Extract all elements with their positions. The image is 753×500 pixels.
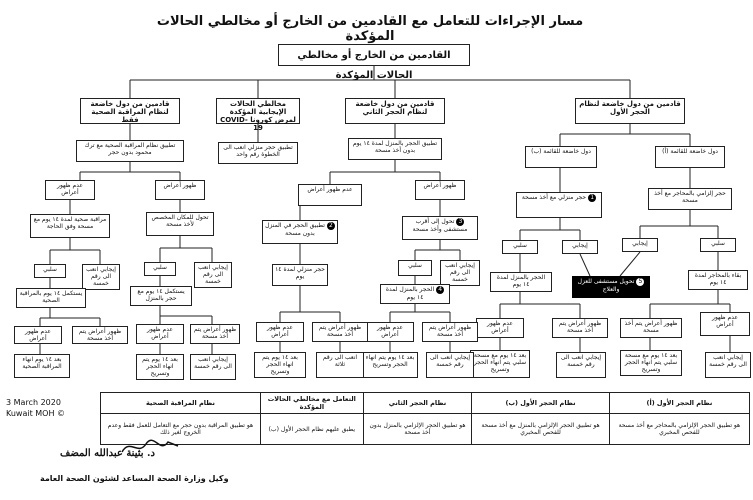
legend-h1: نظام الحجر الأول (أ) <box>609 393 749 414</box>
b4-n-continue: يستكمل ١٤ يوم بالمراقبة الصحية <box>16 288 86 308</box>
date-label: 3 March 2020 <box>6 398 61 407</box>
legend-h2: نظام الحجر الأول (ب) <box>472 393 610 414</box>
b4-head: قادمين من دول خاضعة لنظام المراقبة الصحية فقط <box>80 98 180 124</box>
b1-a-quarantine: حجر إلزامي بالمحاجر مع أخذ مسحة <box>648 188 732 210</box>
b4-s-continue: يستكمل ١٤ يوم مع حجر بالمنزل <box>130 286 192 306</box>
b3-head: مخالطي الحالات الإيجابية المؤكدة لمرض كورونا COVID-19 <box>216 98 300 124</box>
b4-n-symptoms: ظهور أعراض يتم أخذ مسحة <box>72 326 128 344</box>
b1-a-negative: سلبي <box>700 238 736 252</box>
b2-symptoms: ظهور أعراض <box>415 180 465 200</box>
legend-d4: يطبق عليهم نظام الحجر الأول (ب) <box>260 414 363 445</box>
signature-role: وكيل وزارة الصحة المساعد لشئون الصحة العامة <box>40 474 229 483</box>
b1-a-end: بعد ١٤ يوم مع مسحة سلبي يتم انهاء الحجر وتسريح <box>620 350 682 376</box>
legend-table <box>100 392 750 445</box>
b4-n-monitor: مراقبة صحية لمدة ١٤ يوم مع مسحة وفق الحاجة <box>30 214 110 238</box>
root-node: القادمين من الخارج أو مخالطي الحالات المؤكدة <box>278 44 470 66</box>
b1-a-transfer: 5تحويل مستشفى للعزل والعلاج <box>572 276 650 298</box>
b1-b-head: دول خاضعة للقائمة (ب) <box>525 146 597 168</box>
legend-d3: هو تطبيق الحجر الإلزامي بالمنزل بدون أخذ مسحة <box>363 414 472 445</box>
b4-nosymptoms: عدم ظهور أعراض <box>45 180 95 200</box>
b2-quarantine: تطبيق الحجر بالمنزل لمدة ١٤ يوم بدون أخذ مسحة <box>348 138 442 160</box>
b1-b-negative: سلبي <box>502 240 538 254</box>
b1-head: قادمين من دول خاضعة لنظام الحجر الأول <box>575 98 685 124</box>
b1-b-symptoms: ظهور أعراض يتم أخذ مسحة <box>552 318 608 338</box>
b4-symptoms: ظهور أعراض <box>155 180 205 200</box>
b2-s-refer: إيجابي انعب الى رقم خمسة <box>426 352 474 378</box>
b2-s-home: 4الحجر بالمنزل لمدة ١٤ يوم <box>380 284 450 304</box>
b4-s-negative: سلبي <box>144 262 176 276</box>
b1-b-nosymptoms: عدم ظهور أعراض <box>476 318 524 338</box>
b4-s-go: تحول للمكان المخصص لأخذ مسحة <box>146 212 214 236</box>
b4-n-end: بعد ١٤ يوم انهاء المراقبة الصحية <box>14 354 70 378</box>
b4-s-end: بعد ١٤ يوم يتم انهاء الحجر وتسريح <box>136 354 184 380</box>
b4-s-nosymptoms: عدم ظهور أعراض <box>136 324 184 344</box>
b1-b-refer: إيجابي انعب الى رقم خمسة <box>556 352 606 378</box>
legend-d1: هو تطبيق الحجر الإلزامي بالمحاجر مع أخذ مسحة للفحص المخبري <box>609 414 749 445</box>
b4-n-nosymptoms: عدم ظهور أعراض <box>14 326 62 344</box>
b4-n-positive: إيجابي انعب الى رقم خمسة <box>82 264 120 290</box>
signature-name: د. بثينة عبدالله المضف <box>60 448 155 459</box>
b1-a-refer: إيجابي انعب الى رقم خمسة <box>705 352 751 378</box>
legend-h5: نظام المراقبة الصحية <box>101 393 261 414</box>
b4-s-positive: إيجابي انعب الى رقم خمسة <box>194 262 232 288</box>
b1-b-home: الحجر بالمنزل لمدة ١٤ يوم <box>490 272 552 292</box>
b4-s-refer: إيجابي انعب الى رقم خمسة <box>190 354 236 380</box>
b2-s-nosymptoms: عدم ظهور أعراض <box>366 322 414 342</box>
copyright-label: Kuwait MOH © <box>6 409 66 418</box>
b1-a-positive: إيجابي <box>622 238 658 252</box>
b2-n-14days: حجر منزلي لمدة ١٤ يوم <box>272 264 328 286</box>
b4-monitoring: تطبيق نظام المراقبة الصحية مع ترك محمود بدون حجر <box>76 140 184 162</box>
b4-n-negative: سلبي <box>34 264 66 278</box>
b2-s-end: بعد ١٤ يوم يتم انهاء الحجر وتسريح <box>362 352 418 378</box>
legend-h3: نظام الحجر الثاني <box>363 393 472 414</box>
b2-n-symptoms: ظهور أعراض يتم أخذ مسحة <box>312 322 368 342</box>
b2-n-end: بعد ١٤ يوم يتم انهاء الحجر وتسريح <box>254 352 306 378</box>
b2-s-negative: سلبي <box>398 260 432 276</box>
b1-b-positive: إيجابي <box>562 240 598 254</box>
page-title: مسار الإجراءات للتعامل مع القادمين من الخارج أو مخالطي الحالات المؤكدة <box>156 14 584 44</box>
b2-s-symptoms: ظهور أعراض يتم أخذ مسحة <box>422 322 478 342</box>
b4-s-symptoms: ظهور أعراض يتم أخذ مسحة <box>190 324 240 344</box>
b1-b-end: بعد ١٤ يوم مع مسحة سلبي يتم انهاء الحجر وتسريح <box>470 350 530 378</box>
b3-quarantine: تطبيق حجر منزلي انعب الى الخطوة رقم واحد <box>218 142 298 164</box>
b2-nosymptoms: عدم ظهور أعراض <box>298 184 362 206</box>
b1-a-head: دول خاضعة للقائمة (أ) <box>655 146 725 168</box>
b1-a-stay: بقاء بالمحاجر لمدة ١٤ يوم <box>688 270 748 290</box>
legend-d2: هو تطبيق الحجر الإلزامي بالمنزل مع أخذ مسحة للفحص المخبري <box>472 414 610 445</box>
b1-a-nosymptoms: عدم ظهور أعراض <box>700 312 750 336</box>
b2-home-nosample: 2تطبيق الحجر في المنزل بدون مسحة <box>262 220 338 244</box>
b2-go-hospital: 3تحول إلى أقرب مستشفى وأخذ مسحة <box>402 216 478 240</box>
b1-b-quarantine: 1حجر منزلي مع أخذ مسحة <box>516 192 602 218</box>
legend-d5: هو تطبيق المراقبة بدون حجر مع التعامل للعمل فقط وعدم الخروج لغير ذلك <box>101 414 261 445</box>
b2-n-nosymptoms: عدم ظهور أعراض <box>256 322 304 342</box>
b2-head: قادمين من دول خاضعة لنظام الحجر الثاني <box>345 98 445 124</box>
b2-n-refer: انعب الى رقم ثلاثة <box>316 352 364 378</box>
b2-s-positive: إيجابي انعب الى رقم خمسة <box>440 260 480 286</box>
b1-a-symptoms: ظهور أعراض يتم أخذ مسحة <box>620 318 682 338</box>
legend-h4: التعامل مع مخالطي الحالات المؤكدة <box>260 393 363 414</box>
